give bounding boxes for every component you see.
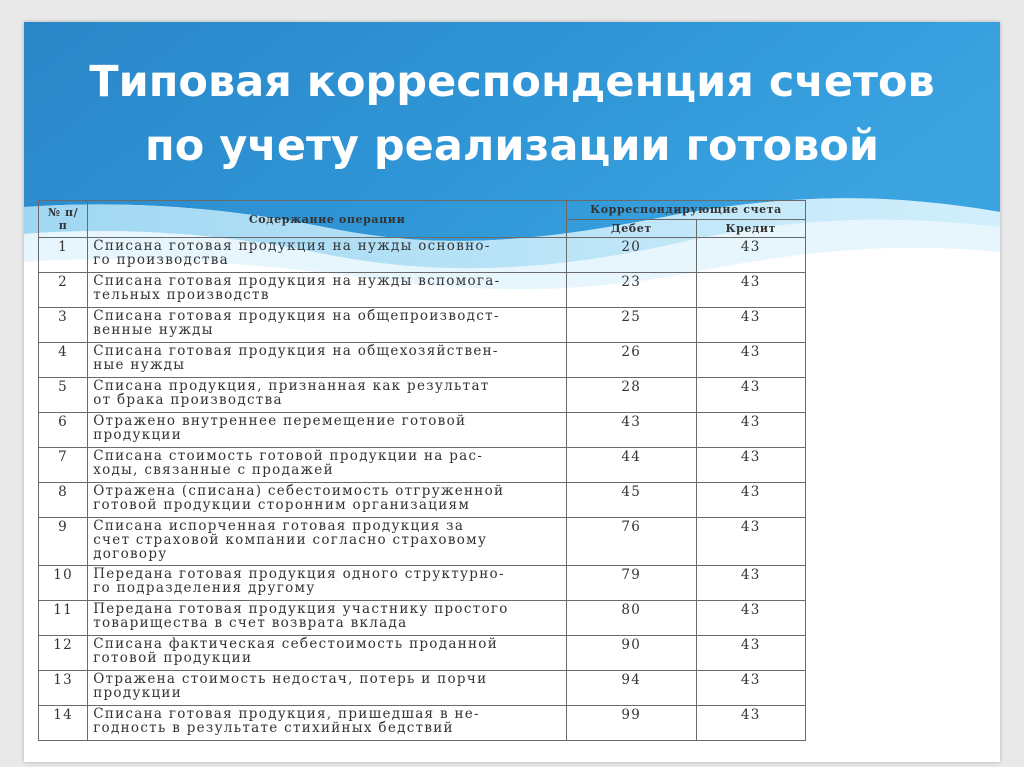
operation-line: Отражена (списана) себестоимость отгруженной: [93, 483, 505, 499]
operation-description: [88, 601, 567, 636]
debit-account: 99: [567, 706, 697, 741]
table-row: [39, 343, 806, 378]
operation-description: [88, 483, 567, 518]
credit-account: 43: [696, 448, 805, 483]
credit-account: 43: [696, 273, 805, 308]
header-debit: Дебет: [567, 219, 697, 238]
table-row: [39, 308, 806, 343]
table-row: [39, 378, 806, 413]
header-operation: Содержание операции: [88, 201, 567, 238]
debit-account: 79: [567, 566, 697, 601]
operation-line: Списана готовая продукция на общепроизводст-: [93, 308, 500, 324]
table-row: [39, 238, 806, 273]
row-number: 1: [39, 238, 88, 273]
slide-title: [24, 50, 1000, 178]
row-number: 6: [39, 413, 88, 448]
operation-line: продукции: [93, 685, 183, 701]
operation-description: [88, 671, 567, 706]
debit-account: 80: [567, 601, 697, 636]
table-row: [39, 706, 806, 741]
credit-account: 43: [696, 518, 805, 566]
slide: [24, 22, 1000, 762]
title-line-2: по учету реализации готовой: [145, 121, 879, 171]
header-num: № п/п: [39, 201, 88, 238]
row-number: 3: [39, 308, 88, 343]
operation-line: тельных производств: [93, 287, 270, 303]
operation-line: Передана готовая продукция одного структурно-: [93, 566, 505, 582]
credit-account: 43: [696, 413, 805, 448]
operation-description: [88, 518, 567, 566]
debit-account: 94: [567, 671, 697, 706]
operation-description: [88, 566, 567, 601]
operation-description: [88, 706, 567, 741]
credit-account: 43: [696, 671, 805, 706]
row-number: 12: [39, 636, 88, 671]
debit-account: 90: [567, 636, 697, 671]
row-number: 10: [39, 566, 88, 601]
debit-account: 45: [567, 483, 697, 518]
operation-line: Списана готовая продукция на нужды основно-: [93, 238, 491, 254]
credit-account: 43: [696, 308, 805, 343]
credit-account: 43: [696, 601, 805, 636]
operation-line: годность в результате стихийных бедствий: [93, 720, 454, 736]
table-row: [39, 566, 806, 601]
correspondence-table: [38, 200, 806, 741]
operation-description: [88, 413, 567, 448]
title-line-1: Типовая корреспонденция счетов: [89, 57, 935, 107]
credit-account: 43: [696, 238, 805, 273]
operation-line: Списана фактическая себестоимость проданной: [93, 636, 499, 652]
operation-description: [88, 343, 567, 378]
operation-line: готовой продукции сторонним организациям: [93, 497, 471, 513]
debit-account: 44: [567, 448, 697, 483]
row-number: 2: [39, 273, 88, 308]
operation-description: [88, 448, 567, 483]
header-accounts: Корреспондирующие счета: [567, 201, 806, 220]
credit-account: 43: [696, 483, 805, 518]
operation-line: от брака производства: [93, 392, 283, 408]
operation-line: продукции: [93, 427, 183, 443]
row-number: 5: [39, 378, 88, 413]
operation-line: договору: [93, 546, 168, 562]
row-number: 7: [39, 448, 88, 483]
operation-line: Списана готовая продукция на общехозяйствен-: [93, 343, 499, 359]
operation-line: Списана готовая продукция, пришедшая в не-: [93, 706, 480, 722]
operation-line: Передана готовая продукция участнику простого: [93, 601, 509, 617]
table-row: [39, 483, 806, 518]
row-number: 13: [39, 671, 88, 706]
operation-line: товарищества в счет возврата вклада: [93, 615, 408, 631]
table-row: [39, 671, 806, 706]
operation-line: го производства: [93, 252, 230, 268]
operation-line: ходы, связанные с продажей: [93, 462, 334, 478]
operation-line: Списана готовая продукция на нужды вспомога-: [93, 273, 501, 289]
debit-account: 26: [567, 343, 697, 378]
table-row: [39, 601, 806, 636]
credit-account: 43: [696, 566, 805, 601]
table-row: [39, 273, 806, 308]
table-row: [39, 518, 806, 566]
row-number: 14: [39, 706, 88, 741]
debit-account: 25: [567, 308, 697, 343]
table-row: [39, 448, 806, 483]
operation-description: [88, 636, 567, 671]
operation-line: Списана стоимость готовой продукции на рас-: [93, 448, 484, 464]
header-credit: Кредит: [696, 219, 805, 238]
debit-account: 20: [567, 238, 697, 273]
row-number: 11: [39, 601, 88, 636]
operation-line: Отражено внутреннее перемещение готовой: [93, 413, 467, 429]
row-number: 8: [39, 483, 88, 518]
operation-line: счет страховой компании согласно страховому: [93, 532, 488, 548]
operation-description: [88, 378, 567, 413]
debit-account: 76: [567, 518, 697, 566]
row-number: 4: [39, 343, 88, 378]
operation-description: [88, 308, 567, 343]
credit-account: 43: [696, 636, 805, 671]
operation-description: [88, 238, 567, 273]
operation-description: [88, 273, 567, 308]
credit-account: 43: [696, 378, 805, 413]
operation-line: готовой продукции: [93, 650, 253, 666]
operation-line: Списана продукция, признанная как результат: [93, 378, 490, 394]
operation-line: го подразделения другому: [93, 580, 316, 596]
credit-account: 43: [696, 343, 805, 378]
operation-line: венные нужды: [93, 322, 214, 338]
debit-account: 28: [567, 378, 697, 413]
table-row: [39, 413, 806, 448]
operation-line: ные нужды: [93, 357, 186, 373]
debit-account: 43: [567, 413, 697, 448]
row-number: 9: [39, 518, 88, 566]
credit-account: 43: [696, 706, 805, 741]
table-row: [39, 636, 806, 671]
debit-account: 23: [567, 273, 697, 308]
operation-line: Списана испорченная готовая продукция за: [93, 518, 465, 534]
operation-line: Отражена стоимость недостач, потерь и порчи: [93, 671, 488, 687]
